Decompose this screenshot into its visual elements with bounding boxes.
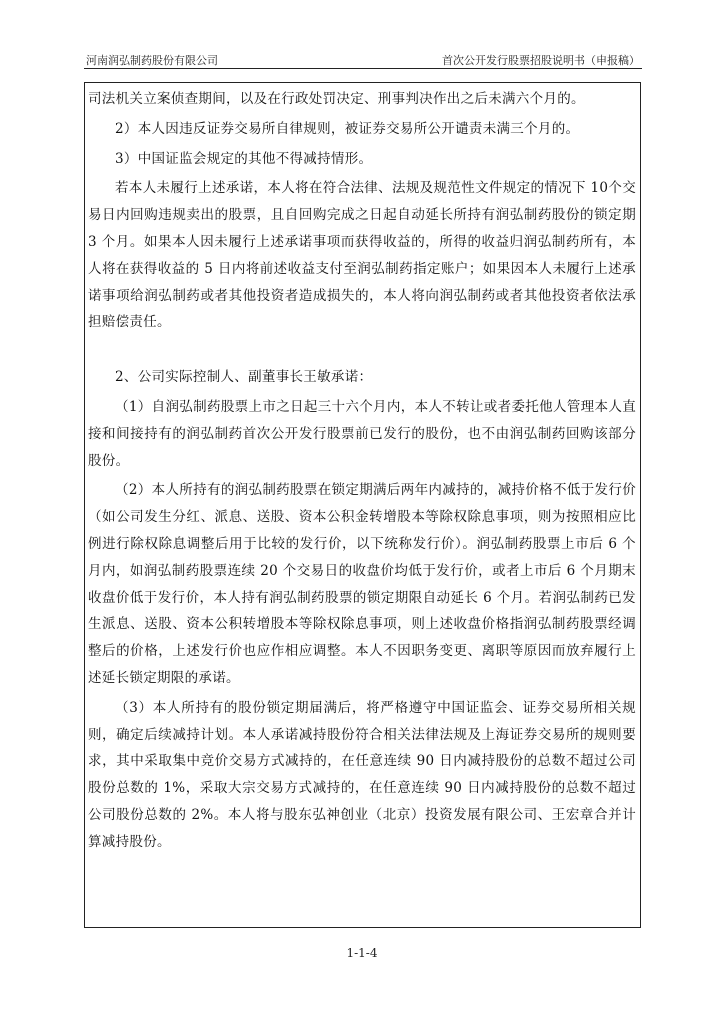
page-header bbox=[84, 50, 642, 70]
page-body bbox=[88, 86, 636, 856]
paragraph-item-2: 2）本人因违反证券交易所自律规则，被证券交易所公开谴责未满三个月的。 bbox=[115, 120, 580, 137]
paragraph-penalty: 若本人未履行上述承诺，本人将在符合法律、法规及规范性文件规定的情况下 10个交易日内回购违规卖出的股票，且自回购完成之日起自动延长所持有润弘制药股份的锁定期 3 个月。如果本人因未履行上述承诺事项而获得收益的，所得的收益归润弘制药所有，本人将在获得收益的 5 日内将前述收益支付至润弘制药指定账户；如果因本人未履行上述承诺事项给润弘制药或者其他投资者造成损失的，本人将向润弘制药或者其他投资者依法承担赔偿责任。 bbox=[88, 180, 636, 331]
header-divider bbox=[84, 68, 642, 69]
commitment-2: （2）本人所持有的润弘制药股票在锁定期满后两年内减持的，减持价格不低于发行价（如公司发生分红、派息、送股、资本公积金转增股本等除权除息事项，则为按照相应比例进行除权除息调整后用于比较的发行价，以下统称发行价）。润弘制药股票上市后 6 个月内，如润弘制药股票连续 20 个交易日的收盘价均低于发行价，或者上市后 6 个月期末收盘价低于发行价，本人持有润弘制药股票的锁定期限自动延长 6 个月。若润弘制药已发生派息、送股、资本公积转增股本等除权除息事项，则上述收盘价格指润弘制药股票经调整后的价格，上述发行价也应作相应调整。本人不因职务变更、离职等原因而放弃履行上述延长锁定期限的承诺。 bbox=[88, 482, 636, 686]
section-heading: 2、公司实际控制人、副董事长王敏承诺： bbox=[115, 369, 373, 386]
commitment-1: （1）自润弘制药股票上市之日起三十六个月内，本人不转让或者委托他人管理本人直接和间接持有的润弘制药首次公开发行股票前已发行的股份，也不由润弘制药回购该部分股份。 bbox=[88, 398, 636, 469]
commitment-3: （3）本人所持有的股份锁定期届满后，将严格遵守中国证监会、证券交易所相关规则，确定后续减持计划。本人承诺减持股份符合相关法律法规及上海证券交易所的规则要求，其中采取集中竞价交易方式减持的，在任意连续 90 日内减持股份的总数不超过公司股份总数的 1%，采取大宗交易方式减持的，在任意连续 90 日内减持股份的总数不超过公司股份总数的 2%。本人将与股东弘神创业（北京）投资发展有限公司、王宏章合并计算减持股份。 bbox=[88, 699, 636, 850]
paragraph-continuation: 司法机关立案侦查期间，以及在行政处罚决定、刑事判决作出之后未满六个月的。 bbox=[88, 91, 585, 107]
document-title: 首次公开发行股票招股说明书（申报稿） bbox=[442, 54, 640, 67]
company-name: 河南润弘制药股份有限公司 bbox=[86, 54, 218, 67]
paragraph-item-3: 3）中国证监会规定的其他不得减持情形。 bbox=[115, 150, 373, 167]
page-number: 1-1-4 bbox=[346, 946, 378, 960]
